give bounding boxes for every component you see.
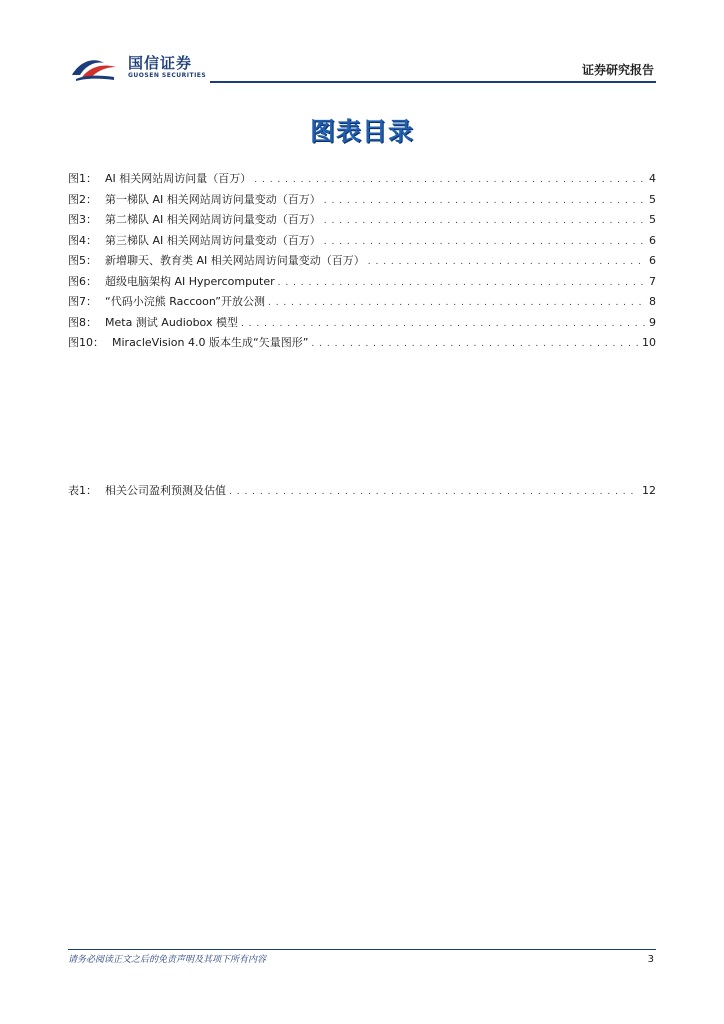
dot-leader: [324, 237, 646, 247]
dot-leader: [241, 319, 646, 329]
figure-page: 6: [649, 254, 656, 267]
figure-caption: “代码小浣熊 Raccoon”开放公测: [105, 295, 265, 308]
figure-number: 图2：: [68, 192, 97, 206]
figure-page: 5: [649, 213, 656, 226]
figure-list: [68, 170, 656, 355]
guosen-logo-icon: [70, 53, 120, 83]
figure-page: 7: [649, 274, 656, 288]
figure-caption: AI 相关网站周访问量（百万）: [105, 172, 252, 185]
figure-number: 图3：: [68, 213, 97, 226]
figure-entry[interactable]: [68, 334, 656, 355]
figure-caption: 第二梯队 AI 相关网站周访问量变动（百万）: [105, 213, 321, 226]
figure-caption: 第三梯队 AI 相关网站周访问量变动（百万）: [105, 233, 321, 247]
table-list: [68, 482, 656, 503]
figure-number: 图5：: [68, 254, 97, 267]
dot-leader: [254, 175, 646, 185]
disclaimer-note: 请务必阅读正文之后的免责声明及其项下所有内容: [68, 955, 267, 965]
footer-divider: [68, 949, 656, 950]
figure-number: 图6：: [68, 274, 97, 288]
figure-entry[interactable]: [68, 252, 656, 273]
figure-entry[interactable]: [68, 314, 656, 335]
figure-caption: MiracleVision 4.0 版本生成“矢量图形”: [112, 336, 309, 349]
figure-page: 10: [642, 336, 656, 349]
figure-caption: 第一梯队 AI 相关网站周访问量变动（百万）: [105, 192, 321, 206]
figure-caption: 超级电脑架构 AI Hypercomputer: [105, 274, 275, 288]
figure-page: 6: [649, 233, 656, 247]
dot-leader: [324, 216, 646, 226]
figure-caption: 新增聊天、教育类 AI 相关网站周访问量变动（百万）: [105, 254, 365, 267]
figure-number: 图1：: [68, 172, 97, 185]
guosen-logo: [70, 50, 210, 84]
dot-leader: [268, 298, 646, 308]
figure-page: 5: [649, 192, 656, 206]
figure-entry[interactable]: [68, 211, 656, 232]
figure-caption: Meta 测试 Audiobox 模型: [105, 315, 238, 329]
page-title: 图表目录: [309, 117, 414, 146]
page-header: [68, 50, 656, 86]
logo-english-name: GUOSEN SECURITIES: [128, 72, 207, 79]
figure-page: 8: [649, 295, 656, 308]
logo-chinese-name: 国信证券: [128, 54, 193, 72]
dot-leader: [368, 257, 646, 267]
report-type-label: 证券研究报告: [581, 63, 654, 77]
table-caption: 相关公司盈利预测及估值: [105, 484, 226, 497]
figure-page: 9: [649, 315, 656, 329]
figure-number: 图7：: [68, 295, 97, 308]
dot-leader: [278, 278, 646, 288]
dot-leader: [311, 339, 639, 349]
figure-entry[interactable]: [68, 170, 656, 191]
table-number: 表1：: [68, 484, 97, 497]
dot-leader: [229, 487, 639, 497]
figure-number: 图4：: [68, 233, 97, 247]
figure-number: 图8：: [68, 315, 97, 329]
header-divider: [210, 81, 656, 83]
dot-leader: [324, 196, 646, 206]
figure-entry[interactable]: [68, 232, 656, 253]
page-number: 3: [647, 954, 654, 965]
figure-page: 4: [649, 172, 656, 185]
figure-number: 图10：: [68, 336, 104, 349]
figure-entry[interactable]: [68, 273, 656, 294]
figure-entry[interactable]: [68, 191, 656, 212]
table-page: 12: [642, 484, 656, 497]
table-entry[interactable]: [68, 482, 656, 503]
figure-entry[interactable]: [68, 293, 656, 314]
